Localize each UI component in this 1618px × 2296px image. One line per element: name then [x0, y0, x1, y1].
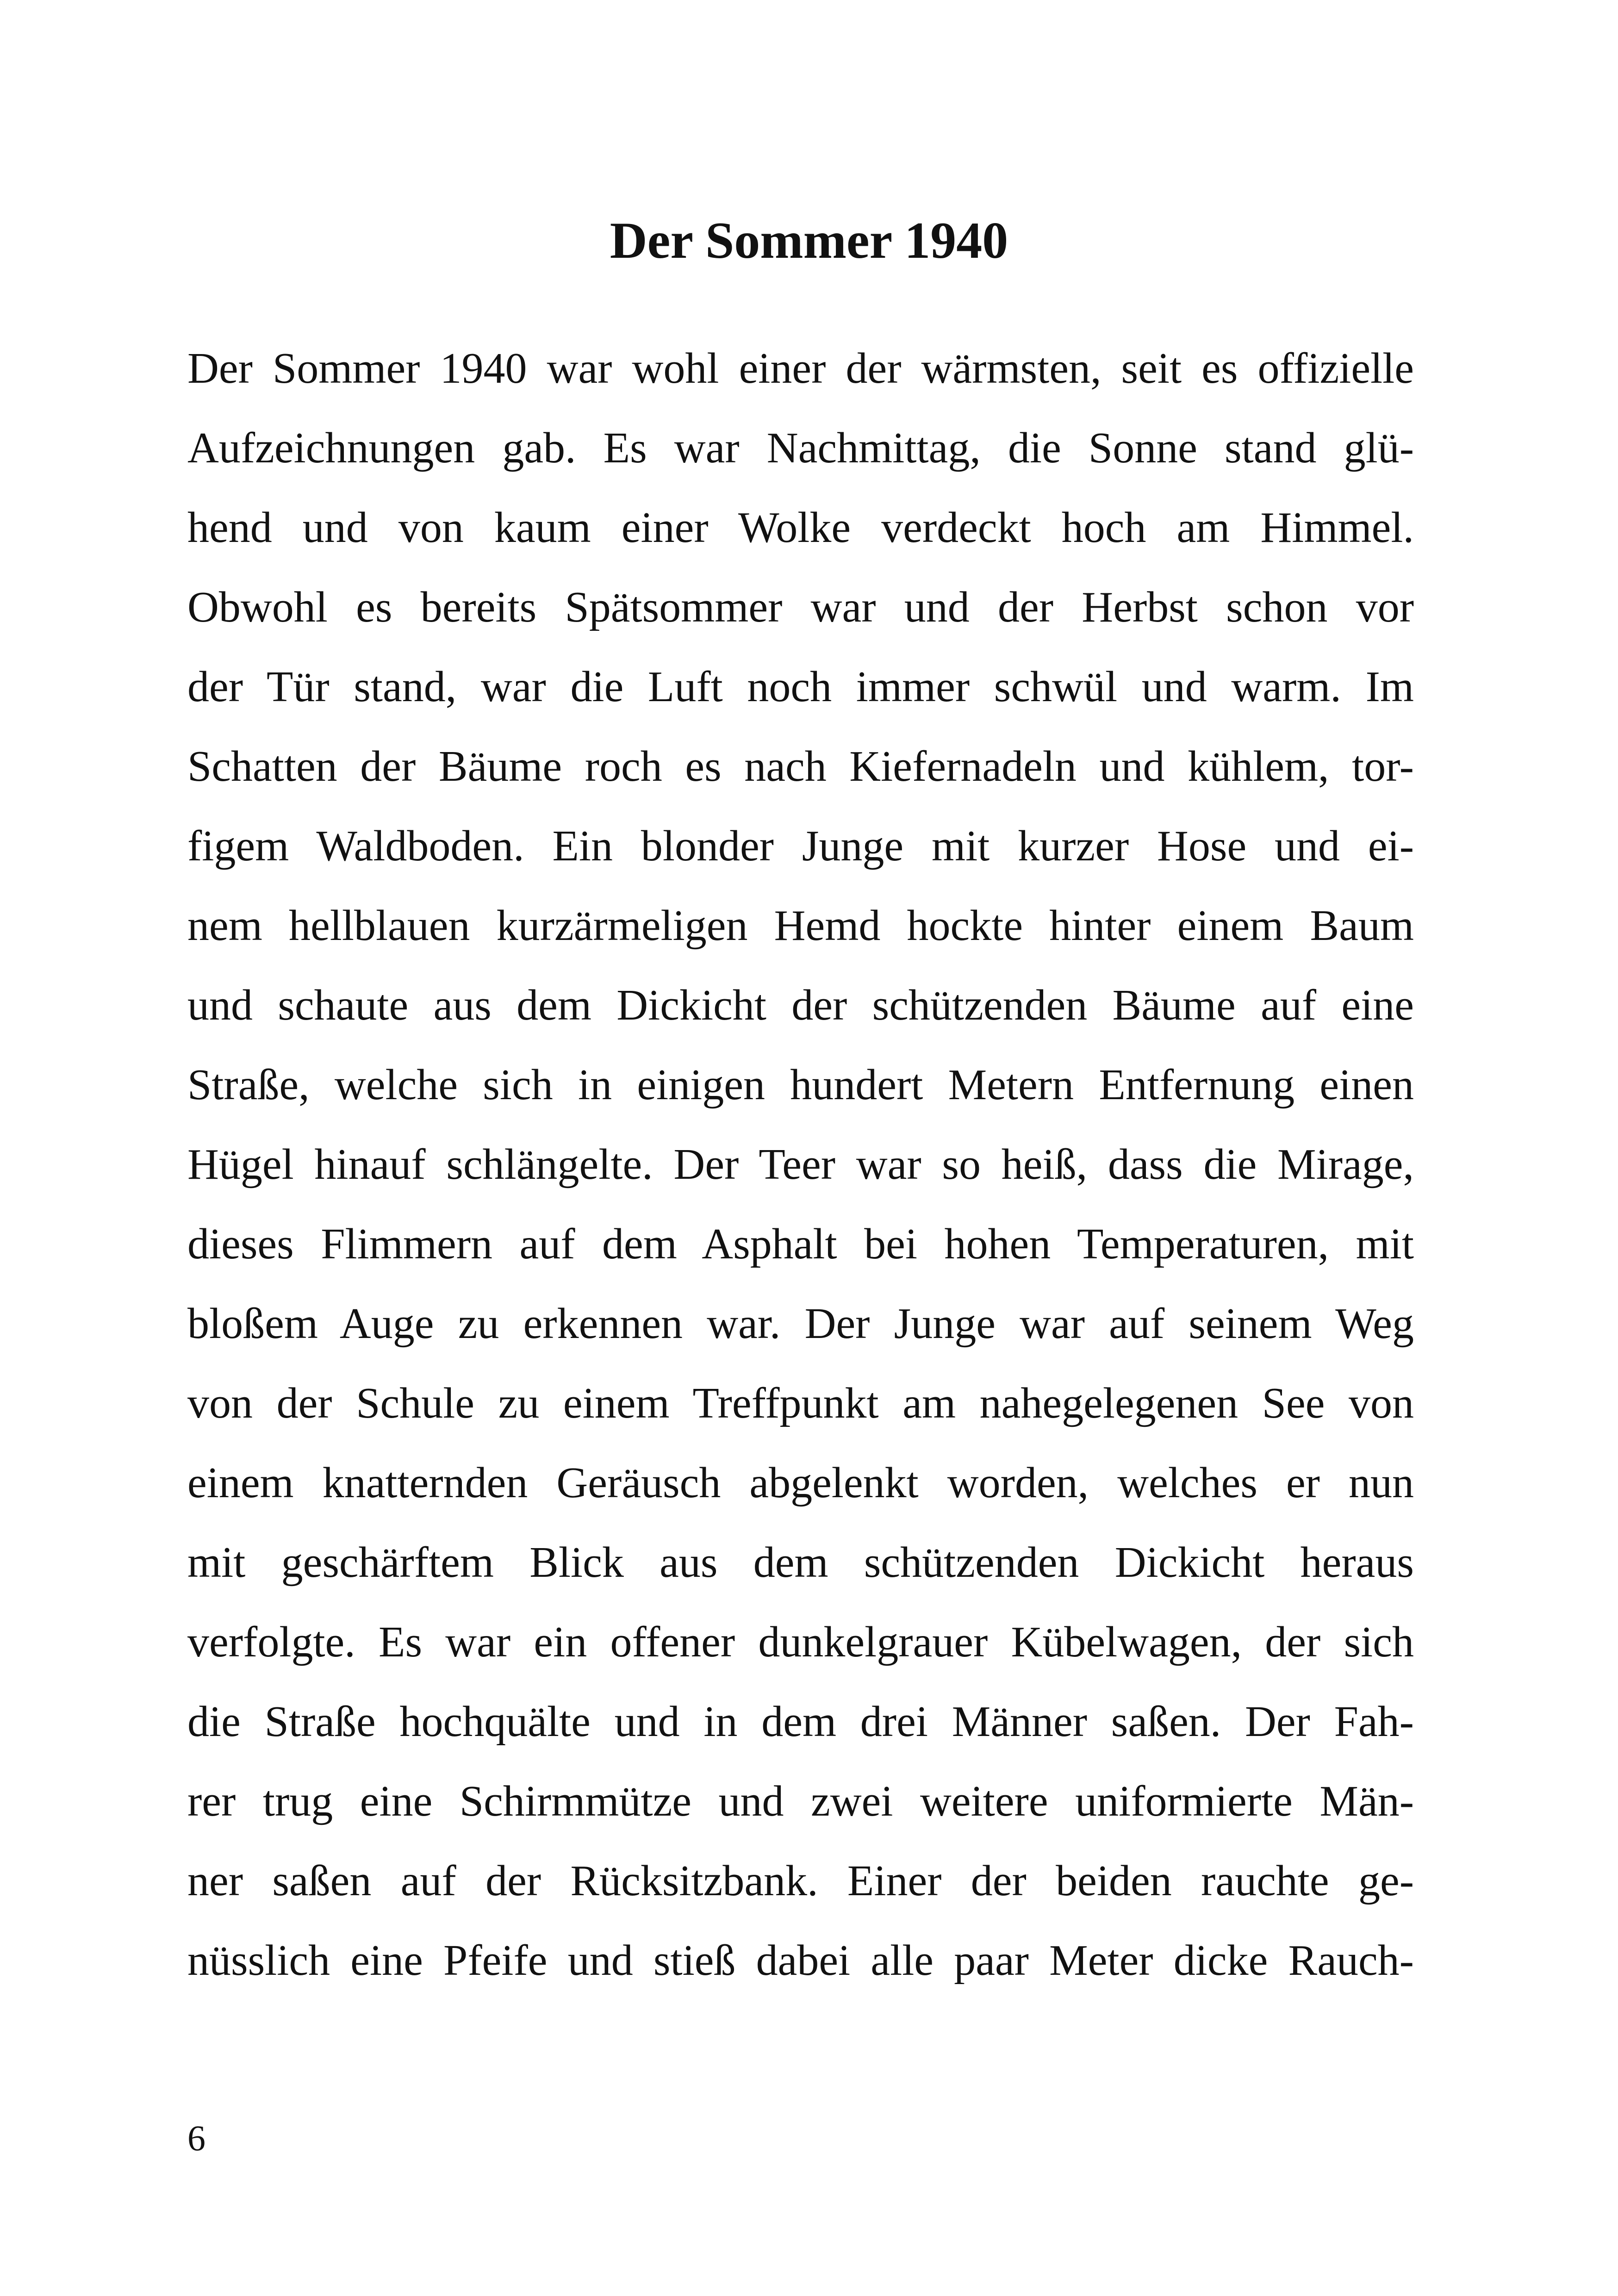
text-line: von der Schule zu einem Treffpunkt am nahegelegenen See von: [187, 1379, 1414, 1427]
text-line: dieses Flimmern auf dem Asphalt bei hohen Temperaturen, mit: [187, 1220, 1414, 1268]
text-line: die Straße hochquälte und in dem drei Männer saßen. Der Fah-: [187, 1698, 1414, 1746]
text-line: einem knatternden Geräusch abgelenkt worden, welches er nun: [187, 1459, 1414, 1507]
text-line: mit geschärftem Blick aus dem schützenden Dickicht heraus: [187, 1538, 1414, 1587]
text-line: nem hellblauen kurzärmeligen Hemd hockte hinter einem Baum: [187, 902, 1414, 950]
text-line: verfolgte. Es war ein offener dunkelgrauer Kübelwagen, der sich: [187, 1618, 1414, 1666]
text-line: bloßem Auge zu erkennen war. Der Junge war auf seinem Weg: [187, 1300, 1414, 1348]
page-number: 6: [187, 2118, 205, 2158]
text-line: und schaute aus dem Dickicht der schützenden Bäume auf eine: [187, 981, 1414, 1029]
text-line: hend und von kaum einer Wolke verdeckt hoch am Himmel.: [187, 504, 1414, 552]
text-line: Obwohl es bereits Spätsommer war und der Herbst schon vor: [187, 583, 1414, 631]
text-line: Der Sommer 1940 war wohl einer der wärmsten, seit es offizielle: [187, 344, 1414, 392]
text-line: der Tür stand, war die Luft noch immer schwül und warm. Im: [187, 663, 1414, 711]
text-line: figem Waldboden. Ein blonder Junge mit kurzer Hose und ei-: [187, 822, 1414, 870]
text-line: Aufzeichnungen gab. Es war Nachmittag, die Sonne stand glü-: [187, 424, 1414, 472]
text-line: nüsslich eine Pfeife und stieß dabei alle paar Meter dicke Rauch-: [187, 1936, 1414, 1985]
body-text: [187, 329, 1414, 2000]
text-line: Schatten der Bäume roch es nach Kiefernadeln und kühlem, tor-: [187, 742, 1414, 790]
text-line: rer trug eine Schirmmütze und zwei weitere uniformierte Män-: [187, 1777, 1414, 1825]
text-line: Hügel hinauf schlängelte. Der Teer war so heiß, dass die Mirage,: [187, 1140, 1414, 1188]
chapter-title: Der Sommer 1940: [610, 212, 1008, 269]
text-line: Straße, welche sich in einigen hundert Metern Entfernung einen: [187, 1061, 1414, 1109]
text-line: ner saßen auf der Rücksitzbank. Einer der beiden rauchte ge-: [187, 1857, 1414, 1905]
